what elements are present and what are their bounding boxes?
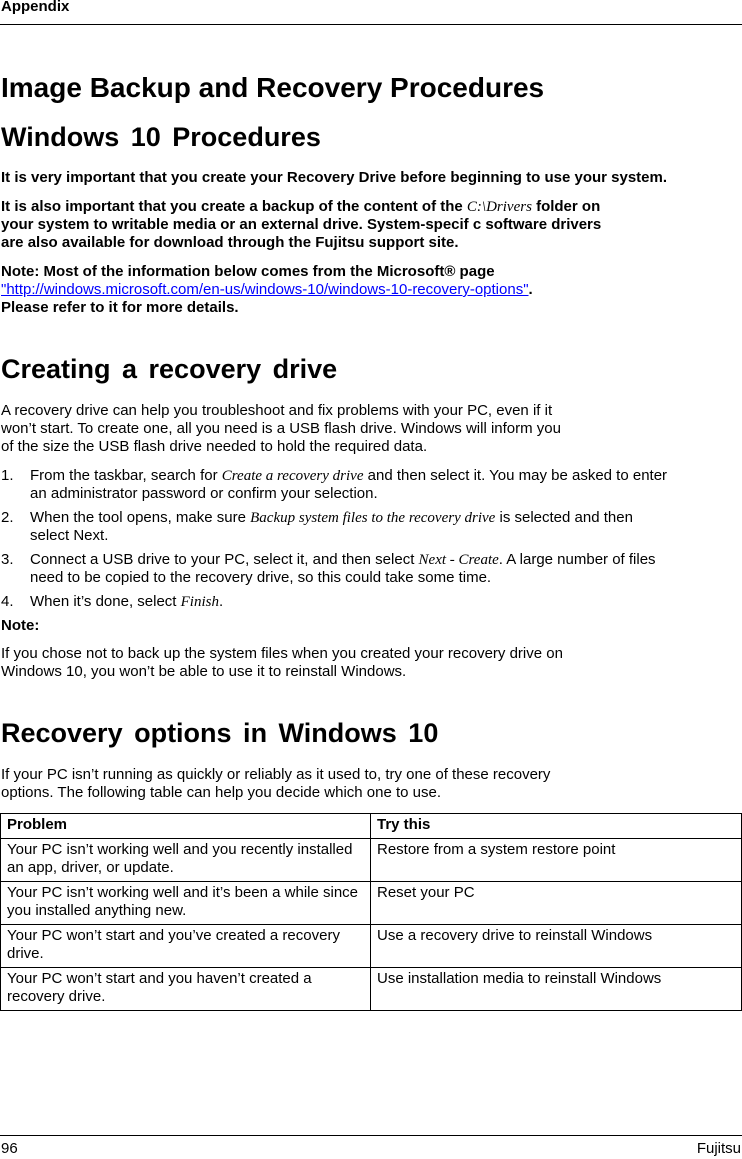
page-number: 96	[1, 1140, 18, 1157]
important-note-2: It is also important that you create a backup of the content of the C:\Drivers folder on your system to writable media or an external drive. System-specif c software drivers are also available for download through the Fujitsu support site.	[1, 198, 602, 251]
note-label: Note:	[1, 617, 40, 634]
important-note-1: It is very important that you create your Recovery Drive before beginning to use your system.	[1, 169, 668, 186]
table-cell: Use installation media to reinstall Windows	[371, 968, 742, 1011]
table-cell: Your PC won’t start and you haven’t created a recovery drive.	[1, 968, 371, 1011]
footer-rule	[0, 1135, 742, 1136]
list-item: 4. When it’s done, select Finish.	[1, 593, 224, 610]
list-item: 3. Connect a USB drive to your PC, select it, and then select Next - Create. A large number of files need to be copied to the recovery drive, so this could take some time.	[1, 551, 656, 586]
section-heading-recovery-options: Recovery options in Windows 10	[1, 718, 439, 748]
column-header-problem: Problem	[1, 814, 371, 839]
column-header-try-this: Try this	[371, 814, 742, 839]
microsoft-link[interactable]: "http://windows.microsoft.com/en-us/windows-10/windows-10-recovery-options"	[1, 281, 529, 298]
steps-list	[1, 467, 671, 617]
table-cell: Restore from a system restore point	[371, 839, 742, 882]
table-cell: Your PC isn’t working well and it’s been a while since you installed anything new.	[1, 882, 371, 925]
section-heading-recovery-drive: Creating a recovery drive	[1, 354, 338, 384]
table-cell: Reset your PC	[371, 882, 742, 925]
section-intro: If your PC isn’t running as quickly or reliably as it used to, try one of these recovery options. The following table can help you decide which one to use.	[1, 766, 551, 801]
note-text: If you chose not to back up the system files when you created your recovery drive on Windows 10, you won’t be able to use it to reinstall Windows.	[1, 645, 563, 680]
section-intro: A recovery drive can help you troubleshoot and fix problems with your PC, even if it won’t start. To create one, all you need is a USB flash drive. Windows will inform you of the size the USB flash drive needed to hold the required data.	[1, 402, 561, 455]
table-row	[1, 839, 742, 882]
running-header: Appendix	[1, 0, 70, 15]
subtitle: Windows 10 Procedures	[1, 122, 321, 152]
table-cell: Your PC isn’t working well and you recently installed an app, driver, or update.	[1, 839, 371, 882]
table-row	[1, 882, 742, 925]
table-row	[1, 925, 742, 968]
table-row	[1, 968, 742, 1011]
source-note: Note: Most of the information below comes from the Microsoft® page "http://windows.microsoft.com/en-us/windows-10/windows-10-recovery-options". Please refer to it for more details.	[1, 263, 533, 316]
table-cell: Use a recovery drive to reinstall Windows	[371, 925, 742, 968]
footer-brand: Fujitsu	[696, 1140, 741, 1157]
recovery-options-table	[0, 813, 742, 1011]
header-rule	[0, 24, 742, 25]
page-title: Image Backup and Recovery Procedures	[1, 72, 545, 103]
list-item: 1. From the taskbar, search for Create a recovery drive and then select it. You may be asked to enter an administrator password or confirm your selection.	[1, 467, 668, 502]
table-cell: Your PC won’t start and you’ve created a recovery drive.	[1, 925, 371, 968]
list-item: 2. When the tool opens, make sure Backup system files to the recovery drive is selected and then select Next.	[1, 509, 633, 544]
table-header-row	[1, 814, 742, 839]
